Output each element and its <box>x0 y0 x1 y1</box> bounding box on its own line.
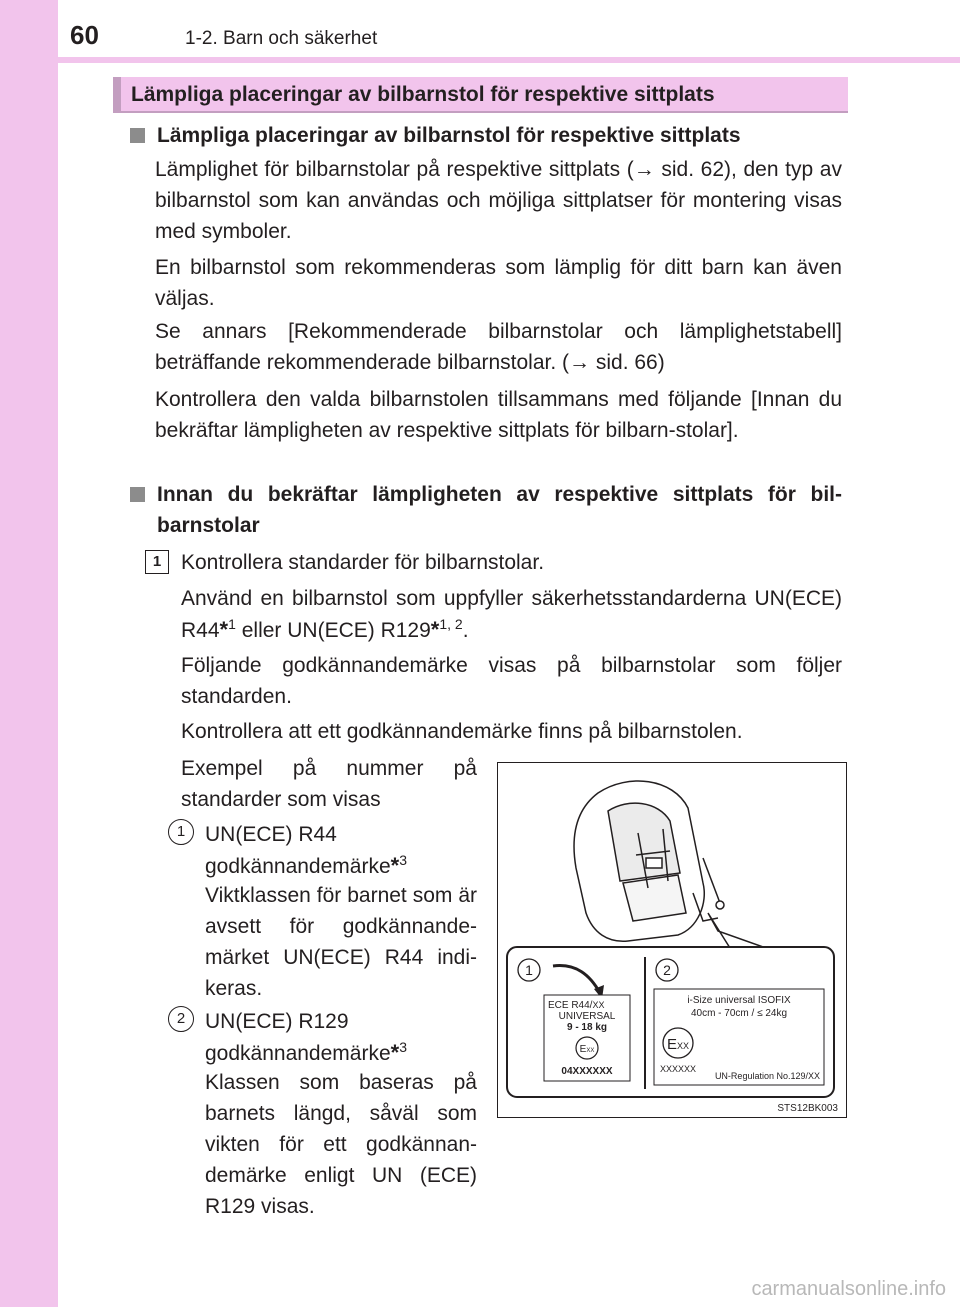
figure-id: STS12BK003 <box>777 1103 838 1114</box>
square-bullet-icon <box>130 487 145 502</box>
r129-line2: 40cm - 70cm / ≤ 24kg <box>690 1008 788 1019</box>
child-seat-illustration <box>574 781 724 941</box>
item-number-circle: 2 <box>168 1006 194 1032</box>
e-mark-large: EXX <box>666 1036 690 1053</box>
paragraph: Använd en bilbarnstol som uppfyller säkerhetsstandarderna UN(ECE) R44*$^1$ eller UN(ECE) R129*$^{1, 2}$. <box>181 587 842 642</box>
item-title: UN(ECE) R129 godkännandemärke*$^3$ <box>205 1010 407 1065</box>
r44-line1: ECE R44/XX <box>548 1000 605 1011</box>
r129-code: XXXXXX <box>659 1064 697 1074</box>
paragraph: Kontrollera den valda bilbarnstolen tillsammans med följande [Innan du bekräftar lämpligheten av respektive sittplats för bilbarn-stolar]. <box>155 388 842 442</box>
r44-line2: UNIVERSAL <box>558 1011 616 1022</box>
figure-marker-1-label: 1 <box>525 962 533 978</box>
r44-code: 04XXXXXX <box>561 1066 613 1077</box>
step-title: Kontrollera standarder för bilbarnstolar. <box>181 551 545 574</box>
side-color-bar <box>0 0 58 1307</box>
item-number-circle: 1 <box>168 819 194 845</box>
header-rule <box>58 57 960 63</box>
section-heading-2: Innan du bekräftar lämpligheten av respektive sittplats för bil-barnstolar <box>157 483 842 537</box>
r44-line3: 9 - 18 kg <box>566 1022 608 1033</box>
title-box <box>113 77 848 113</box>
figure-marker-2-label: 2 <box>663 962 671 978</box>
step-number-badge: 1 <box>145 550 169 574</box>
item-description: Viktklassen för barnet som är avsett för godkännande-märket UN(ECE) R44 indi-keras. <box>205 884 477 1000</box>
paragraph: Se annars [Rekommenderade bilbarnstolar och lämplighetstabell] beträffande rekommenderade bilbarnstolar. (→ sid. 66) <box>155 320 842 374</box>
watermark: carmanualsonline.info <box>751 1278 946 1300</box>
square-bullet-icon <box>130 128 145 143</box>
approval-label-figure <box>497 762 847 1118</box>
paragraph: Kontrollera att ett godkännandemärke finns på bilbarnstolen. <box>181 720 743 743</box>
e-mark-small: EXX <box>579 1044 595 1055</box>
paragraph: Lämplighet för bilbarnstolar på respektive sittplats (→ sid. 62), den typ av bilbarnstol som kan användas och möjliga sittplatser för montering visas med symboler. <box>155 158 842 243</box>
r129-regulation: UN-Regulation No.129/XX <box>714 1071 820 1081</box>
paragraph: En bilbarnstol som rekommenderas som lämplig för ditt barn kan även väljas. <box>155 256 842 310</box>
title-box-label: Lämpliga placeringar av bilbarnstol för respektive sittplats <box>131 83 715 106</box>
paragraph: Exempel på nummer på standarder som visas <box>181 757 477 811</box>
r129-line1: i-Size universal ISOFIX <box>687 995 791 1006</box>
item-description: Klassen som baseras på barnets längd, såväl som vikten för ett godkännan-demärke enligt UN (ECE) R129 visas. <box>205 1071 477 1218</box>
page-number: 60 <box>70 20 99 50</box>
section-title: 1-2. Barn och säkerhet <box>185 28 378 49</box>
paragraph: Följande godkännandemärke visas på bilbarnstolar som följer standarden. <box>181 654 842 708</box>
figure-svg <box>498 763 845 1116</box>
section-heading-1: Lämpliga placeringar av bilbarnstol för respektive sittplats <box>157 124 741 147</box>
item-title: UN(ECE) R44 godkännandemärke*$^3$ <box>205 823 407 878</box>
